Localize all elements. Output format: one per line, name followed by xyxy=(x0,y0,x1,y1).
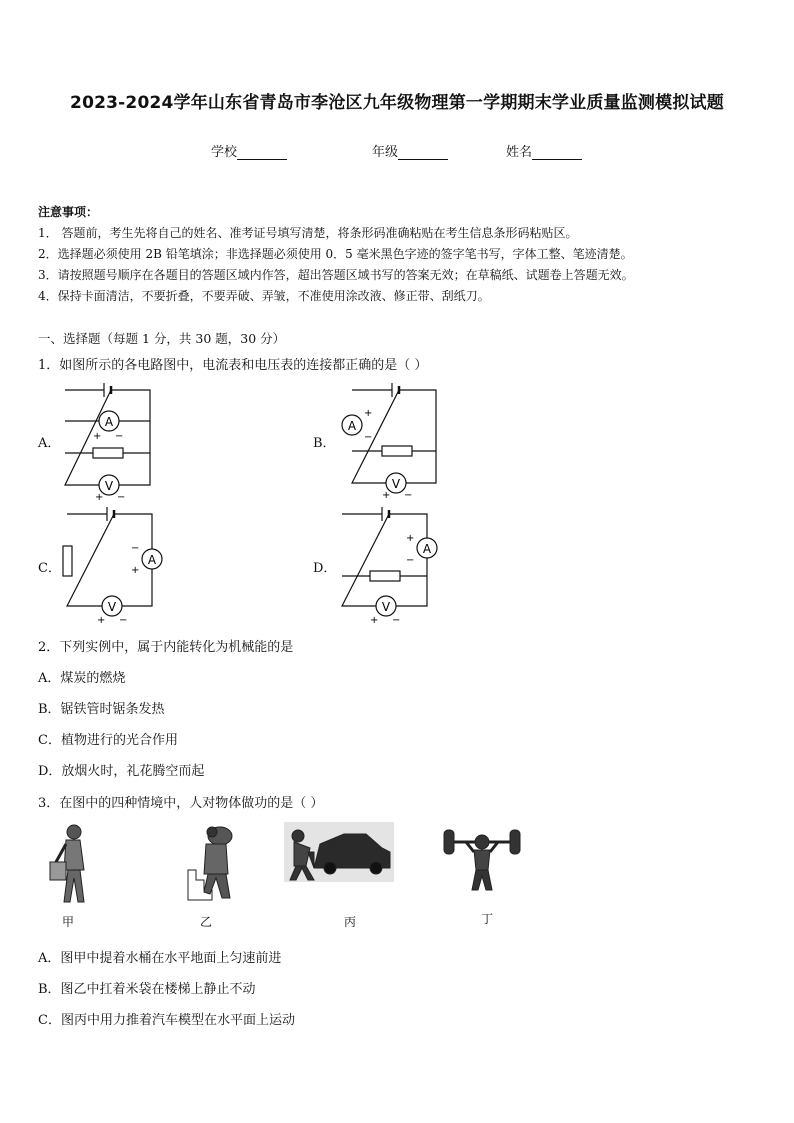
caption-yi: 乙 xyxy=(200,915,213,929)
svg-text:+: + xyxy=(364,408,373,419)
q1-option-a: A． xyxy=(38,436,61,451)
svg-text:−: − xyxy=(115,431,124,442)
q2-option-d: D．放烟火时，礼花腾空而起 xyxy=(38,764,205,779)
q3-option-b: B．图乙中扛着米袋在楼梯上静止不动 xyxy=(38,982,256,997)
q1-option-c: C． xyxy=(38,561,61,576)
svg-text:−: − xyxy=(364,432,373,443)
name-field xyxy=(506,141,582,160)
q2-option-c: C．植物进行的光合作用 xyxy=(38,733,178,748)
q1-option-d: D． xyxy=(313,561,337,576)
svg-text:V: V xyxy=(381,600,391,614)
svg-text:A: A xyxy=(347,419,357,433)
circuit-a-diagram xyxy=(55,378,165,503)
svg-text:+: + xyxy=(406,533,415,544)
svg-text:−: − xyxy=(406,555,415,566)
circuit-d-diagram xyxy=(330,502,445,629)
notice-item-2: 2．选择题必须使用 2B 铅笔填涂；非选择题必须使用 0．5 毫米黑色字迹的签字笔书写，字体工整、笔迹清楚。 xyxy=(38,247,633,261)
q2-option-b: B．锯铁管时锯条发热 xyxy=(38,702,165,717)
svg-text:−: − xyxy=(392,615,401,626)
circuit-b-diagram xyxy=(330,376,445,503)
notice-item-3: 3．请按照题号顺序在各题目的答题区域内作答，超出答题区域书写的答案无效；在草稿纸、试题卷上答题无效。 xyxy=(38,268,634,282)
school-blank xyxy=(237,146,287,160)
name-blank xyxy=(532,146,582,160)
figure-yi-stairs-sack xyxy=(186,822,246,910)
svg-text:+: + xyxy=(370,615,379,626)
svg-text:A: A xyxy=(147,553,157,567)
caption-bing: 丙 xyxy=(344,915,357,929)
svg-text:V: V xyxy=(391,477,401,491)
page-title: 2023-2024学年山东省青岛市李沧区九年级物理第一学期期末学业质量监测模拟试题 xyxy=(70,93,724,113)
svg-text:+: + xyxy=(131,565,140,576)
caption-jia: 甲 xyxy=(62,915,75,929)
svg-text:+: + xyxy=(93,431,102,442)
voltmeter-label: V xyxy=(104,479,114,493)
q2-option-a: A．煤炭的燃烧 xyxy=(38,671,126,686)
school-field xyxy=(211,141,287,160)
notice-item-1: 1． 答题前，考生先将自己的姓名、准考证号填写清楚，将条形码准确粘贴在考生信息条形码粘贴区。 xyxy=(38,226,578,240)
svg-text:−: − xyxy=(117,492,126,503)
grade-field xyxy=(372,141,448,160)
notice-heading: 注意事项： xyxy=(38,205,99,219)
svg-text:V: V xyxy=(107,600,117,614)
q3-option-a: A．图甲中提着水桶在水平地面上匀速前进 xyxy=(38,951,282,966)
svg-text:+: + xyxy=(382,490,391,501)
notice-item-4: 4．保持卡面清洁，不要折叠，不要弄破、弄皱，不准使用涂改液、修正带、刮纸刀。 xyxy=(38,289,490,303)
q3-option-c: C．图丙中用力推着汽车模型在水平面上运动 xyxy=(38,1013,295,1028)
grade-blank xyxy=(398,146,448,160)
svg-text:−: − xyxy=(404,490,413,501)
circuit-c-diagram xyxy=(55,502,165,629)
ammeter-label: A xyxy=(104,415,114,429)
school-label: 学校 xyxy=(211,145,238,160)
svg-text:+: + xyxy=(95,492,104,503)
figure-jia-bucket-carrier xyxy=(44,822,104,910)
grade-label: 年级 xyxy=(372,145,399,160)
svg-text:+: + xyxy=(97,615,106,626)
figure-ding-weightlifter xyxy=(440,822,524,892)
caption-ding: 丁 xyxy=(481,912,494,926)
svg-text:A: A xyxy=(422,542,432,556)
q2-stem: 2．下列实例中，属于内能转化为机械能的是 xyxy=(38,640,294,655)
section-heading: 一、选择题（每题 1 分，共 30 题，30 分） xyxy=(38,331,286,346)
name-label: 姓名 xyxy=(506,145,533,160)
q1-option-b: B． xyxy=(313,436,336,451)
svg-text:−: − xyxy=(119,615,128,626)
figure-bing-pushing-car xyxy=(284,822,394,882)
svg-text:−: − xyxy=(131,543,140,554)
q1-stem: 1．如图所示的各电路图中，电流表和电压表的连接都正确的是（ ） xyxy=(38,358,428,373)
q3-stem: 3．在图中的四种情境中，人对物体做功的是（ ） xyxy=(38,796,324,811)
